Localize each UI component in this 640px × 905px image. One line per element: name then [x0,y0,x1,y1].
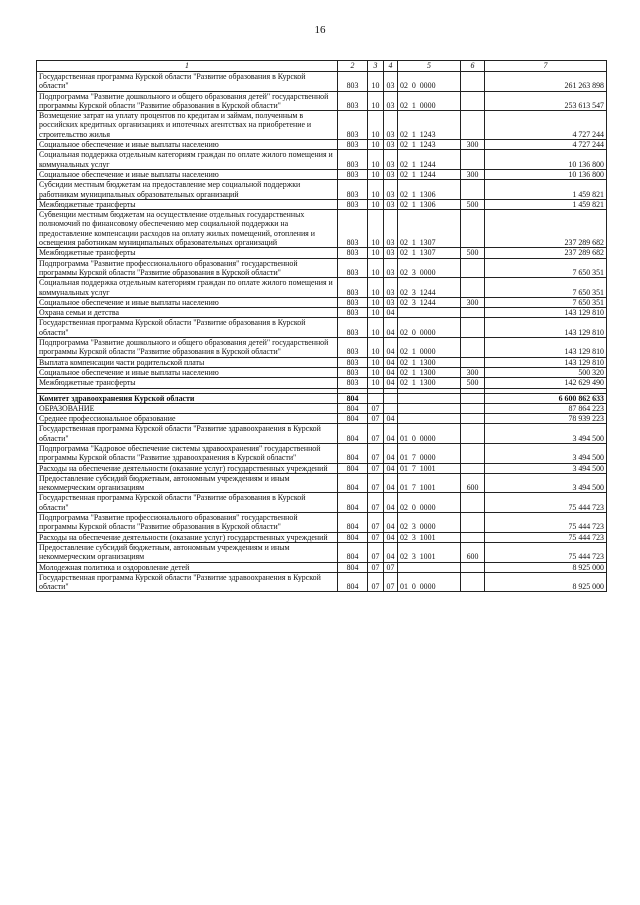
row-section-cell [368,393,384,403]
row-amount-cell: 8 925 000 [485,562,607,572]
row-amount-cell: 143 129 810 [485,308,607,318]
row-target-article-cell: 02 1 1307 [398,210,461,248]
row-amount-cell: 7 650 351 [485,258,607,278]
row-section-cell: 07 [368,443,384,463]
row-section-cell: 07 [368,562,384,572]
row-admin-code-cell: 803 [338,308,368,318]
row-expense-type-cell: 500 [461,248,485,258]
row-admin-code-cell: 803 [338,357,368,367]
row-expense-type-cell [461,308,485,318]
row-subsection-cell: 03 [384,180,398,200]
row-amount-cell: 4 727 244 [485,140,607,150]
row-subsection-cell: 04 [384,367,398,377]
row-amount-cell: 261 263 898 [485,72,607,92]
row-amount-cell: 8 925 000 [485,572,607,592]
row-admin-code-cell: 803 [338,169,368,179]
row-amount-cell: 3 494 500 [485,473,607,493]
row-admin-code-cell: 803 [338,199,368,209]
row-admin-code-cell: 804 [338,542,368,562]
row-expense-type-cell: 300 [461,169,485,179]
row-admin-code-cell: 803 [338,367,368,377]
row-amount-cell: 78 939 223 [485,414,607,424]
row-subsection-cell: 03 [384,140,398,150]
row-expense-type-cell [461,424,485,444]
row-target-article-cell: 02 3 1244 [398,297,461,307]
row-subsection-cell: 03 [384,111,398,140]
table-row [37,338,607,358]
row-target-article-cell: 02 3 1001 [398,532,461,542]
row-name-cell: Государственная программа Курской области "Развитие образования в Курской области" [37,493,338,513]
page-number: 16 [314,24,326,36]
row-section-cell: 10 [368,357,384,367]
header-cell-vr: 6 [461,61,485,72]
row-name-cell: Среднее профессиональное образование [37,414,338,424]
row-name-cell: Молодежная политика и оздоровление детей [37,562,338,572]
table-row [37,318,607,338]
row-amount-cell: 75 444 723 [485,513,607,533]
row-subsection-cell: 03 [384,169,398,179]
row-subsection-cell [384,403,398,413]
row-admin-code-cell: 803 [338,72,368,92]
row-expense-type-cell [461,357,485,367]
row-admin-code-cell: 804 [338,443,368,463]
row-amount-cell: 6 600 862 633 [485,393,607,403]
table-row [37,199,607,209]
row-amount-cell: 143 129 810 [485,357,607,367]
row-subsection-cell [384,393,398,403]
row-section-cell: 07 [368,463,384,473]
row-admin-code-cell: 804 [338,473,368,493]
row-target-article-cell: 02 1 1306 [398,180,461,200]
header-cell-ts: 5 [398,61,461,72]
row-target-article-cell: 01 0 0000 [398,572,461,592]
row-target-article-cell: 02 1 1300 [398,378,461,388]
row-target-article-cell: 02 1 0000 [398,91,461,111]
row-expense-type-cell [461,210,485,248]
header-cell-rz: 3 [368,61,384,72]
row-subsection-cell: 04 [384,493,398,513]
row-name-cell: Предоставление субсидий бюджетным, автономным учреждениям и иным некоммерческим организациям [37,542,338,562]
table-header-row [37,61,607,72]
row-target-article-cell: 01 7 1001 [398,473,461,493]
row-subsection-cell: 03 [384,199,398,209]
row-target-article-cell: 02 0 0000 [398,318,461,338]
row-amount-cell: 1 459 821 [485,199,607,209]
row-name-cell: Возмещение затрат на уплату процентов по кредитам и займам, полученным в российских кредитных организациях и ипотечных агентствах на приобретение и строительство жилья [37,111,338,140]
row-admin-code-cell: 803 [338,297,368,307]
row-admin-code-cell: 803 [338,378,368,388]
row-target-article-cell: 02 0 0000 [398,72,461,92]
row-name-cell: ОБРАЗОВАНИЕ [37,403,338,413]
table-row [37,140,607,150]
row-name-cell: Субвенции местным бюджетам на осуществление отдельных государственных полномочий по финансовому обеспечению мер социальной поддержки на предоставление компенсации расходов на оплату жилых помещений, отопления и освещения работникам муниципальных образовательных организаций [37,210,338,248]
row-subsection-cell: 07 [384,562,398,572]
table-row [37,357,607,367]
row-subsection-cell: 04 [384,473,398,493]
row-name-cell: Выплата компенсации части родительской платы [37,357,338,367]
row-section-cell: 10 [368,297,384,307]
row-name-cell: Социальная поддержка отдельным категориям граждан по оплате жилого помещения и коммунальных услуг [37,150,338,170]
row-expense-type-cell [461,338,485,358]
row-target-article-cell: 01 7 1001 [398,463,461,473]
row-admin-code-cell: 803 [338,210,368,248]
row-expense-type-cell [461,393,485,403]
row-name-cell: Межбюджетные трансферты [37,378,338,388]
row-amount-cell: 10 136 800 [485,150,607,170]
row-admin-code-cell: 804 [338,424,368,444]
row-name-cell: Охрана семьи и детства [37,308,338,318]
row-subsection-cell: 03 [384,278,398,298]
header-cell-pr: 4 [384,61,398,72]
row-admin-code-cell: 803 [338,278,368,298]
row-subsection-cell: 04 [384,542,398,562]
row-amount-cell: 7 650 351 [485,278,607,298]
row-amount-cell: 3 494 500 [485,443,607,463]
row-expense-type-cell [461,72,485,92]
row-admin-code-cell: 804 [338,414,368,424]
row-target-article-cell: 02 1 1243 [398,111,461,140]
row-name-cell: Подпрограмма "Развитие дошкольного и общего образования детей" государственной программы Курской области "Развитие образования в Курской области" [37,338,338,358]
row-section-cell: 07 [368,424,384,444]
row-subsection-cell: 03 [384,258,398,278]
row-amount-cell: 1 459 821 [485,180,607,200]
row-admin-code-cell: 804 [338,403,368,413]
row-amount-cell: 143 129 810 [485,338,607,358]
row-target-article-cell [398,393,461,403]
row-expense-type-cell [461,463,485,473]
row-name-cell: Подпрограмма "Кадровое обеспечение системы здравоохранения" государственной программы Курской области "Развитие здравоохранения в Курской области" [37,443,338,463]
row-target-article-cell: 02 1 0000 [398,338,461,358]
row-target-article-cell: 02 1 1244 [398,150,461,170]
row-target-article-cell: 02 1 1300 [398,357,461,367]
row-section-cell: 07 [368,414,384,424]
row-section-cell: 10 [368,258,384,278]
table-row [37,532,607,542]
row-target-article-cell: 01 0 0000 [398,424,461,444]
row-expense-type-cell: 300 [461,367,485,377]
row-target-article-cell: 02 0 0000 [398,493,461,513]
row-admin-code-cell: 803 [338,180,368,200]
row-admin-code-cell: 804 [338,532,368,542]
row-target-article-cell: 02 3 0000 [398,513,461,533]
row-target-article-cell: 02 1 1307 [398,248,461,258]
row-admin-code-cell: 803 [338,111,368,140]
row-admin-code-cell: 804 [338,572,368,592]
row-section-cell: 10 [368,111,384,140]
table-row [37,111,607,140]
row-amount-cell: 143 129 810 [485,318,607,338]
table-row [37,278,607,298]
row-section-cell: 07 [368,513,384,533]
row-target-article-cell: 02 1 1300 [398,367,461,377]
row-subsection-cell: 04 [384,308,398,318]
row-amount-cell: 87 864 223 [485,403,607,413]
table-row [37,297,607,307]
row-admin-code-cell: 804 [338,393,368,403]
row-name-cell: Подпрограмма "Развитие профессионального образования" государственной программы Курской области "Развитие образования в Курской области" [37,513,338,533]
row-expense-type-cell: 500 [461,199,485,209]
table-row [37,367,607,377]
row-expense-type-cell [461,403,485,413]
row-target-article-cell: 02 3 1244 [398,278,461,298]
row-section-cell: 10 [368,140,384,150]
row-expense-type-cell [461,562,485,572]
row-name-cell: Межбюджетные трансферты [37,248,338,258]
row-amount-cell: 142 629 490 [485,378,607,388]
row-target-article-cell: 02 1 1243 [398,140,461,150]
row-amount-cell: 237 289 682 [485,248,607,258]
row-target-article-cell: 02 1 1306 [398,199,461,209]
row-subsection-cell: 04 [384,338,398,358]
row-name-cell: Межбюджетные трансферты [37,199,338,209]
row-amount-cell: 237 289 682 [485,210,607,248]
table-row [37,424,607,444]
row-expense-type-cell [461,493,485,513]
row-admin-code-cell: 803 [338,248,368,258]
row-expense-type-cell: 300 [461,140,485,150]
table-row [37,308,607,318]
row-amount-cell: 253 613 547 [485,91,607,111]
row-expense-type-cell [461,513,485,533]
row-expense-type-cell: 600 [461,473,485,493]
row-admin-code-cell: 803 [338,91,368,111]
row-target-article-cell: 02 3 0000 [398,258,461,278]
row-target-article-cell [398,403,461,413]
row-expense-type-cell [461,111,485,140]
row-amount-cell: 500 320 [485,367,607,377]
row-target-article-cell: 02 3 1001 [398,542,461,562]
row-amount-cell: 3 494 500 [485,424,607,444]
row-subsection-cell: 03 [384,72,398,92]
row-amount-cell: 4 727 244 [485,111,607,140]
row-name-cell: Социальное обеспечение и иные выплаты населению [37,297,338,307]
row-section-cell: 10 [368,169,384,179]
row-subsection-cell: 04 [384,357,398,367]
table-row [37,91,607,111]
row-subsection-cell: 04 [384,513,398,533]
row-section-cell: 10 [368,150,384,170]
table-row [37,463,607,473]
row-target-article-cell [398,414,461,424]
row-expense-type-cell [461,150,485,170]
table-row [37,473,607,493]
row-amount-cell: 75 444 723 [485,542,607,562]
row-expense-type-cell [461,180,485,200]
table-row [37,562,607,572]
row-target-article-cell: 02 1 1244 [398,169,461,179]
row-name-cell: Государственная программа Курской области "Развитие образования в Курской области" [37,318,338,338]
table-row [37,169,607,179]
row-name-cell: Государственная программа Курской области "Развитие здравоохранения в Курской области" [37,572,338,592]
row-subsection-cell: 04 [384,443,398,463]
row-amount-cell: 7 650 351 [485,297,607,307]
row-expense-type-cell: 300 [461,297,485,307]
row-section-cell: 10 [368,248,384,258]
row-name-cell: Социальная поддержка отдельным категориям граждан по оплате жилого помещения и коммунальных услуг [37,278,338,298]
row-admin-code-cell: 804 [338,513,368,533]
row-admin-code-cell: 803 [338,338,368,358]
row-section-cell: 07 [368,532,384,542]
row-expense-type-cell [461,278,485,298]
row-amount-cell: 3 494 500 [485,463,607,473]
table-row [37,248,607,258]
row-subsection-cell: 04 [384,463,398,473]
row-expense-type-cell [461,91,485,111]
row-admin-code-cell: 804 [338,562,368,572]
row-expense-type-cell [461,414,485,424]
header-cell-sum: 7 [485,61,607,72]
table-row [37,443,607,463]
row-expense-type-cell [461,532,485,542]
table-row [37,210,607,248]
row-name-cell: Расходы на обеспечение деятельности (оказание услуг) государственных учреждений [37,532,338,542]
row-section-cell: 10 [368,199,384,209]
row-admin-code-cell: 803 [338,318,368,338]
row-subsection-cell: 03 [384,297,398,307]
row-section-cell: 10 [368,378,384,388]
row-expense-type-cell: 600 [461,542,485,562]
row-name-cell: Субсидии местным бюджетам на предоставление мер социальной поддержки работникам муниципальных образовательных организаций [37,180,338,200]
row-admin-code-cell: 803 [338,150,368,170]
budget-table [36,60,607,592]
row-name-cell: Государственная программа Курской области "Развитие здравоохранения в Курской области" [37,424,338,444]
row-name-cell: Подпрограмма "Развитие дошкольного и общего образования детей" государственной программы Курской области "Развитие образования в Курской области" [37,91,338,111]
row-name-cell: Подпрограмма "Развитие профессионального образования" государственной программы Курской области "Развитие образования в Курской области" [37,258,338,278]
table-row [37,403,607,413]
row-section-cell: 10 [368,367,384,377]
row-admin-code-cell: 803 [338,258,368,278]
row-amount-cell: 75 444 723 [485,493,607,513]
row-section-cell: 07 [368,403,384,413]
row-name-cell: Предоставление субсидий бюджетным, автономным учреждениям и иным некоммерческим организациям [37,473,338,493]
row-name-cell: Государственная программа Курской области "Развитие образования в Курской области" [37,72,338,92]
row-admin-code-cell: 804 [338,493,368,513]
row-section-cell: 10 [368,72,384,92]
row-section-cell: 10 [368,318,384,338]
row-name-cell: Комитет здравоохранения Курской области [37,393,338,403]
row-expense-type-cell [461,318,485,338]
row-name-cell: Социальное обеспечение и иные выплаты населению [37,169,338,179]
row-subsection-cell: 03 [384,248,398,258]
row-name-cell: Социальное обеспечение и иные выплаты населению [37,140,338,150]
header-cell-name: 1 [37,61,338,72]
row-section-cell: 10 [368,210,384,248]
row-section-cell: 07 [368,542,384,562]
row-subsection-cell: 04 [384,378,398,388]
table-row [37,393,607,403]
table-row [37,513,607,533]
row-section-cell: 07 [368,572,384,592]
row-name-cell: Социальное обеспечение и иные выплаты населению [37,367,338,377]
row-subsection-cell: 04 [384,532,398,542]
table-row [37,378,607,388]
table-row [37,542,607,562]
row-expense-type-cell [461,572,485,592]
row-expense-type-cell: 500 [461,378,485,388]
row-section-cell: 10 [368,91,384,111]
row-section-cell: 10 [368,278,384,298]
table-row [37,572,607,592]
table-row [37,493,607,513]
row-section-cell: 10 [368,338,384,358]
row-subsection-cell: 04 [384,414,398,424]
row-target-article-cell [398,562,461,572]
row-expense-type-cell [461,258,485,278]
row-target-article-cell [398,308,461,318]
row-section-cell: 10 [368,308,384,318]
table-row [37,72,607,92]
row-subsection-cell: 07 [384,572,398,592]
row-amount-cell: 75 444 723 [485,532,607,542]
row-name-cell: Расходы на обеспечение деятельности (оказание услуг) государственных учреждений [37,463,338,473]
table-row [37,180,607,200]
row-amount-cell: 10 136 800 [485,169,607,179]
row-subsection-cell: 03 [384,210,398,248]
row-subsection-cell: 03 [384,150,398,170]
row-admin-code-cell: 803 [338,140,368,150]
table-row [37,414,607,424]
row-subsection-cell: 04 [384,318,398,338]
row-admin-code-cell: 804 [338,463,368,473]
table-row [37,150,607,170]
row-target-article-cell: 01 7 0000 [398,443,461,463]
row-section-cell: 07 [368,473,384,493]
table-row [37,258,607,278]
row-subsection-cell: 04 [384,424,398,444]
row-subsection-cell: 03 [384,91,398,111]
row-section-cell: 10 [368,180,384,200]
header-cell-adm: 2 [338,61,368,72]
row-expense-type-cell [461,443,485,463]
row-section-cell: 07 [368,493,384,513]
